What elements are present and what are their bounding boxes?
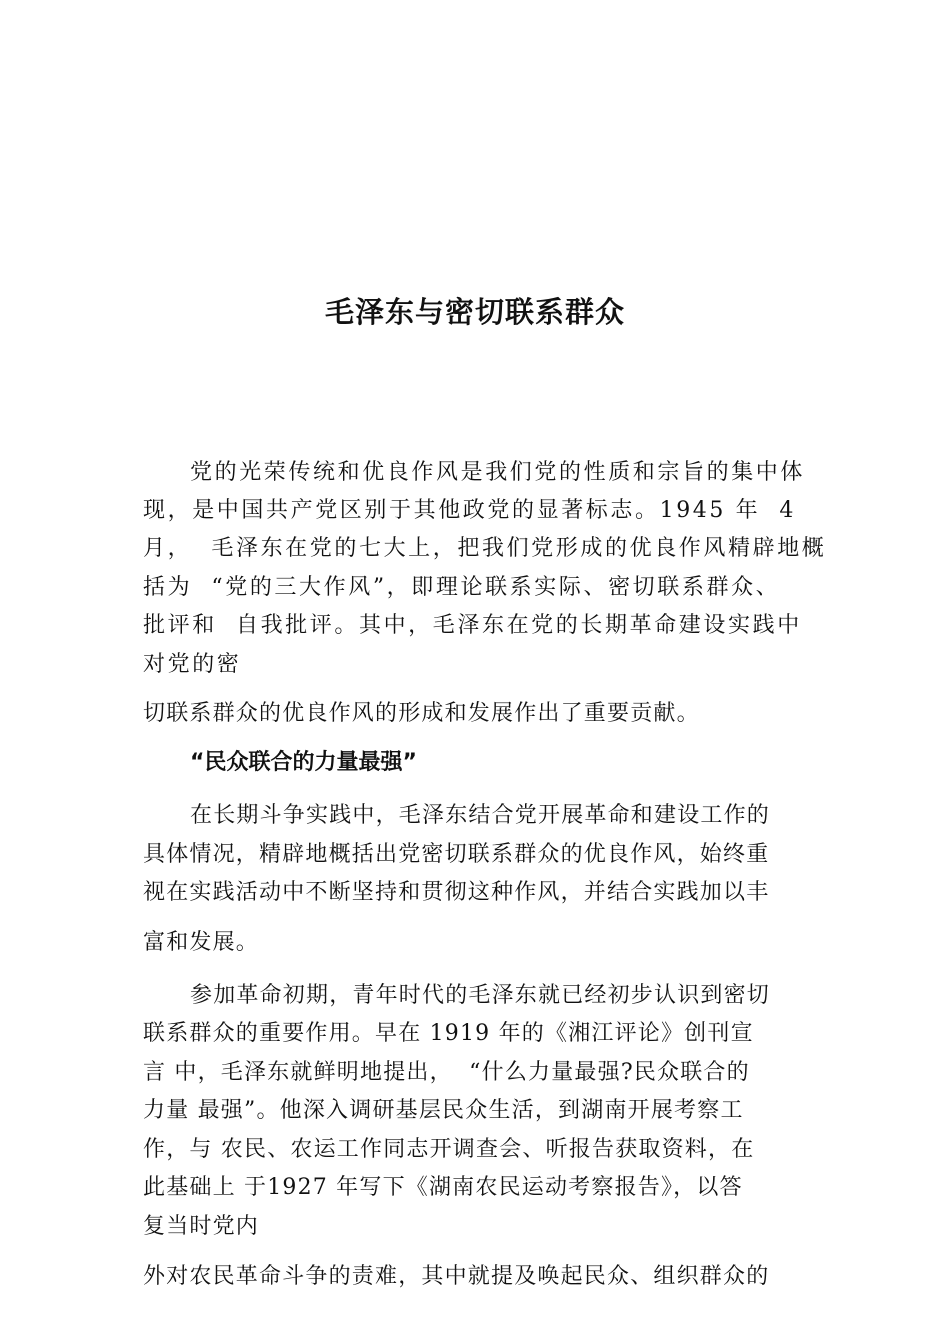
section-heading: “民众联合的力量最强” <box>190 750 417 775</box>
paragraph-line: 视在实践活动中不断坚持和贯彻这种作风，并结合实践加以丰 <box>143 880 770 905</box>
paragraph-line: 力量 最强”。他深入调研基层民众生活，到湖南开展考察工 <box>143 1098 744 1123</box>
paragraph-line: 切联系群众的优良作风的形成和发展作出了重要贡献。 <box>143 701 700 726</box>
paragraph-line: 月， 毛泽东在党的七大上，把我们党形成的优良作风精辟地概 <box>143 536 827 561</box>
paragraph-line: 复当时党内 <box>143 1214 260 1239</box>
paragraph-line: 言 中，毛泽东就鲜明地提出， “什么力量最强?民众联合的 <box>143 1060 750 1085</box>
paragraph-line: 联系群众的重要作用。早在 1919 年的《湘江评论》创刊宣 <box>143 1021 754 1046</box>
paragraph-line: 括为 “党的三大作风”，即理论联系实际、密切联系群众、 <box>143 575 781 600</box>
paragraph-line: 对党的密 <box>143 652 242 677</box>
paragraph-line: 在长期斗争实践中，毛泽东结合党开展革命和建设工作的 <box>190 803 771 828</box>
paragraph-line: 作，与 农民、农运工作同志开调查会、听报告获取资料，在 <box>143 1137 755 1162</box>
paragraph-line: 党的光荣传统和优良作风是我们党的性质和宗旨的集中体 <box>190 460 806 485</box>
page-title: 毛泽东与密切联系群众 <box>324 295 625 329</box>
paragraph-line: 外对农民革命斗争的责难，其中就提及唤起民众、组织群众的 <box>143 1264 770 1289</box>
paragraph-line: 批评和 自我批评。其中，毛泽东在党的长期革命建设实践中 <box>143 613 802 638</box>
paragraph-line: 现，是中国共产党区别于其他政党的显著标志。1945 年 4 <box>143 498 796 523</box>
paragraph-line: 此基础上 于1927 年写下《湖南农民运动考察报告》，以答 <box>143 1175 743 1200</box>
paragraph-line: 参加革命初期，青年时代的毛泽东就已经初步认识到密切 <box>190 983 771 1008</box>
paragraph-line: 富和发展。 <box>143 930 260 955</box>
paragraph-line: 具体情况，精辟地概括出党密切联系群众的优良作风，始终重 <box>143 842 770 867</box>
